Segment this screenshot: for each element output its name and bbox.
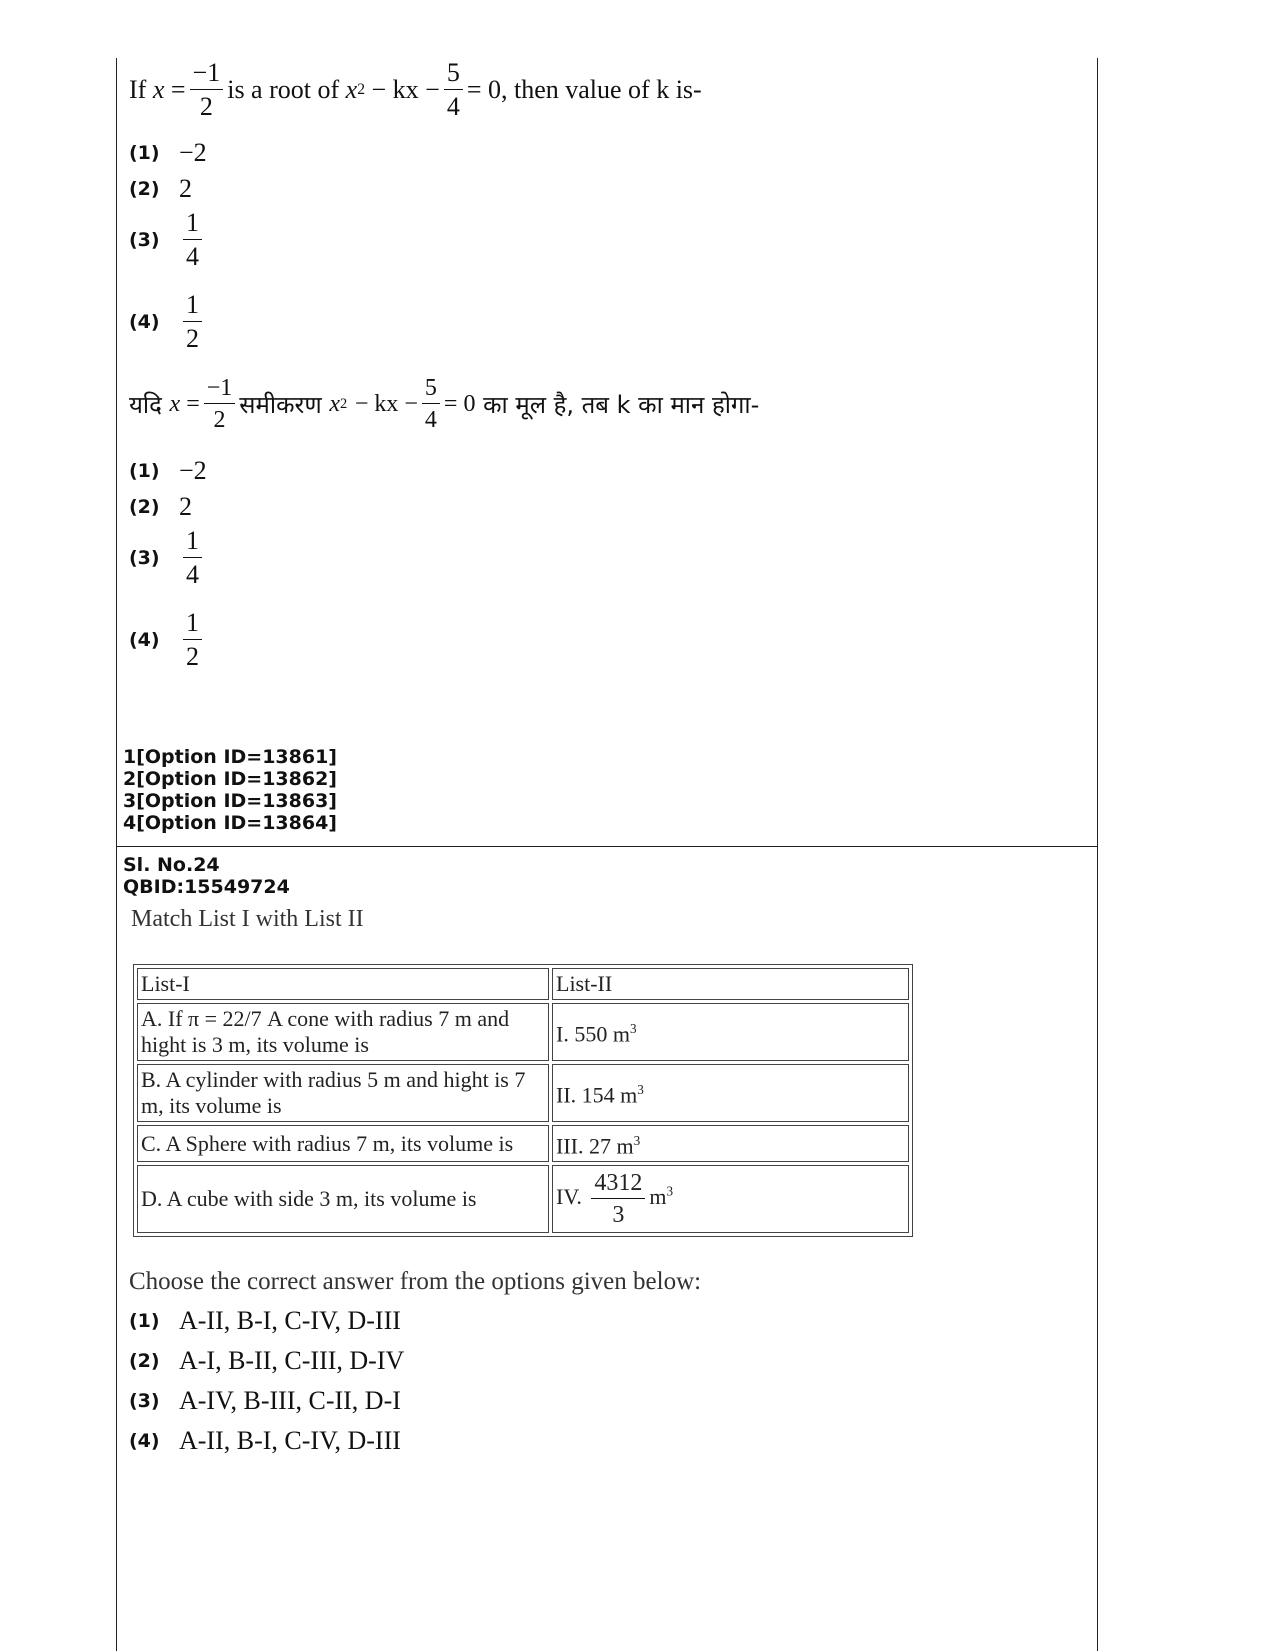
fraction-option-4: $\frac{1}{2}$ [183, 292, 202, 352]
option-id-1: 1[Option ID=13861] [123, 746, 337, 768]
option-24-1[interactable]: (1) A-II, B-I, C-IV, D-III [129, 1306, 401, 1335]
table-cell-right: IV. $\frac{4312}{3}$ $m^3$ [552, 1165, 909, 1233]
instruction-text: Choose the correct answer from the options given below: [129, 1268, 702, 1295]
table-cell-right: I. 550 $m^3$ [552, 1003, 909, 1061]
option-24-4[interactable]: (4) A-II, B-I, C-IV, D-III [129, 1426, 401, 1455]
option-en-1[interactable]: (1) −2 [129, 138, 207, 167]
option-hi-2[interactable]: (2) 2 [129, 492, 192, 521]
fraction-option-hi-4: $\frac{1}{2}$ [183, 610, 202, 670]
fraction-eq: $\frac{5}{4}$ [444, 60, 463, 120]
option-24-3[interactable]: (3) A-IV, B-III, C-II, D-I [129, 1386, 401, 1415]
option-hi-4[interactable]: (4) $\frac{1}{2}$ [129, 610, 206, 670]
fraction-eq-hi: $\frac{5}{4}$ [422, 376, 440, 432]
table-header-row [137, 968, 909, 1000]
option-id-2: 2[Option ID=13862] [123, 768, 337, 790]
fraction-volume: $\frac{4312}{3}$ [591, 1171, 645, 1227]
option-24-2[interactable]: (2) A-I, B-II, C-III, D-IV [129, 1346, 405, 1375]
table-cell-left: C. A Sphere with radius 7 m, its volume is [137, 1125, 549, 1162]
question-text-en: If x = $\frac{-1}{2}$ is a root of x 2 − kx − $\frac{5}{4}$ = 0 , then value of k is- [129, 58, 702, 121]
table-cell-right: II. 154 $m^3$ [552, 1064, 909, 1122]
option-hi-3[interactable]: (3) $\frac{1}{4}$ [129, 528, 206, 588]
option-id-4: 4[Option ID=13864] [123, 812, 337, 834]
match-table [133, 964, 913, 1237]
fraction-option-hi-3: $\frac{1}{4}$ [183, 528, 202, 588]
table-cell-left: B. A cylinder with radius 5 m and hight is 7 m, its volume is [137, 1064, 549, 1122]
table-cell-left: A. If π = 22/7 A cone with radius 7 m and hight is 3 m, its volume is [137, 1003, 549, 1061]
fraction-x-hi: $\frac{-1}{2}$ [204, 376, 236, 432]
option-id-3: 3[Option ID=13863] [123, 790, 337, 812]
table-row [137, 1125, 909, 1162]
table-cell-right: III. 27 $m^3$ [552, 1125, 909, 1162]
option-en-2[interactable]: (2) 2 [129, 174, 192, 203]
question-prompt: Match List I with List II [131, 906, 364, 932]
option-en-4[interactable]: (4) $\frac{1}{2}$ [129, 292, 206, 352]
option-id-list [123, 746, 337, 834]
table-cell-left: D. A cube with side 3 m, its volume is [137, 1165, 549, 1233]
table-header-list-2: List-II [552, 968, 909, 1000]
serial-number: Sl. No.24 [123, 854, 220, 876]
qbid: QBID:15549724 [123, 876, 290, 898]
question-frame [116, 58, 1098, 1651]
table-row [137, 1003, 909, 1061]
fraction-x: $\frac{-1}{2}$ [190, 60, 224, 120]
table-row [137, 1064, 909, 1122]
question-divider [117, 846, 1097, 847]
fraction-option-3: $\frac{1}{4}$ [183, 210, 202, 270]
option-en-3[interactable]: (3) $\frac{1}{4}$ [129, 210, 206, 270]
table-row [137, 1165, 909, 1233]
table-header-list-1: List-I [137, 968, 549, 1000]
option-hi-1[interactable]: (1) −2 [129, 456, 207, 485]
question-meta [123, 854, 290, 898]
question-text-hi: यदि x = $\frac{-1}{2}$ समीकरण x 2 − kx − $\frac{5}{4}$ = 0 का मूल है, तब k का मान होगा- [129, 375, 760, 433]
